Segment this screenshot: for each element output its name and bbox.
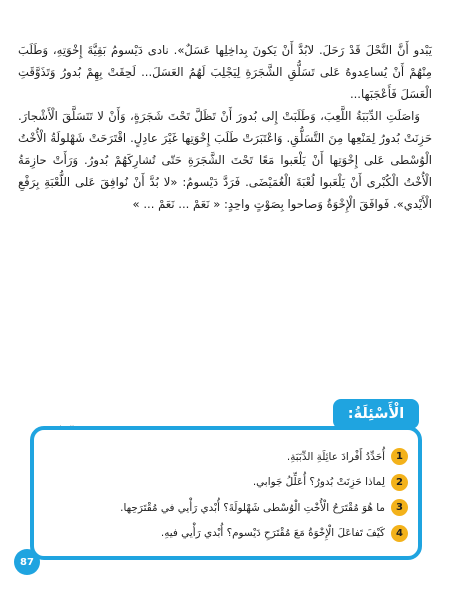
story-paragraph-1: يَبْدو أَنَّ النَّحْلَ قَدْ رَحَلَ. لابُدَّ أَنْ يَكونَ بِداخِلِها عَسَلٌ». نادى دَيْسومُ بَقِيَّةَ إِخْوَتِهِ، وَطَلَبَ مِنْهُمْ أَنْ يُساعِدوهُ عَلى تَسَلُّقِ الشَّجَرَةِ لِيَجْلِبَ لَهُمُ العَسَلَ... لَحِقَتْ بِهِمْ بُدورُ وَتَذَوَّقَتِ الْعَسَلَ فَأَعْجَبَها... — [18, 43, 432, 101]
question-item — [38, 521, 408, 546]
question-number-badge: 1 — [391, 448, 408, 465]
questions-header — [333, 399, 419, 429]
question-item — [38, 444, 408, 469]
question-number-badge: 4 — [391, 525, 408, 542]
story-paragraph-2: وَاصَلَتِ الدِّبَبَةُ اللَّعِبَ، وَطَلَبَتْ إِلى بُدورَ أَنْ تَظَلَّ تَحْتَ شَجَرَةٍ، وَأَنْ لا تَتَسَلَّقَ الْأَشْجارَ. حَزِنَتْ بُدورُ لِمَنْعِها مِنَ التَّسَلُّقِ. وَاعْتَبَرَتْ طَلَبَ إِخْوَتِها غَيْرَ عادِلٍ. اقْتَرَحَتْ شَهْلولَةُ الْأُخْتُ الْوُسْطى عَلى إِخْوَتِها أَنْ يَلْعَبوا مَعًا تَحْتَ الشَّجَرَةِ حَتّى تُشارِكَهُمْ بُدورُ. وَرَأَتْ حازِمَةُ الْأُخْتُ الْكُبْرى أَنْ يَلْعَبوا لُعْبَةَ الْغُمَيْضَى. فَرَدَّ دَيْسومُ: «لا بُدَّ أَنْ نُوافِقَ عَلى اللُّعْبَةِ بِرَفْعِ الْأَيْدي». فَوافَقَ الْإِخْوَةُ وَصاحوا بِصَوْتٍ واحِدٍ: « نَعَمْ ... نَعَمْ ... » — [18, 109, 432, 211]
questions-title: الْأَسْئِلَةُ: — [347, 406, 405, 422]
question-item — [38, 470, 408, 495]
questions-box — [30, 426, 422, 560]
question-text: كَيْفَ تَفاعَلَ الْإِخْوَةُ مَعَ مُقْتَرَحِ دَيْسوم؟ أُبْدي رَأْيي فيهِ. — [160, 527, 385, 539]
question-text: ما هُوَ مُقْتَرَحُ الْأُخْتِ الْوُسْطى شَهْلولَةَ؟ أُبْدي رَأْيي في مُقْتَرَحِها. — [120, 501, 385, 514]
question-number-badge: 3 — [391, 499, 408, 516]
questions-list — [38, 444, 408, 546]
question-number-badge: 2 — [391, 474, 408, 491]
question-text: لِماذا حَزِنَتْ بُدورُ؟ أُعَلِّلُ جَوابي. — [252, 476, 385, 488]
story-text — [18, 40, 432, 216]
page-number-badge: 87 — [14, 549, 40, 575]
question-item — [38, 495, 408, 520]
question-text: أُحَدِّدُ أَفْرادَ عائِلَةِ الدِّبَبَةِ. — [286, 450, 385, 463]
